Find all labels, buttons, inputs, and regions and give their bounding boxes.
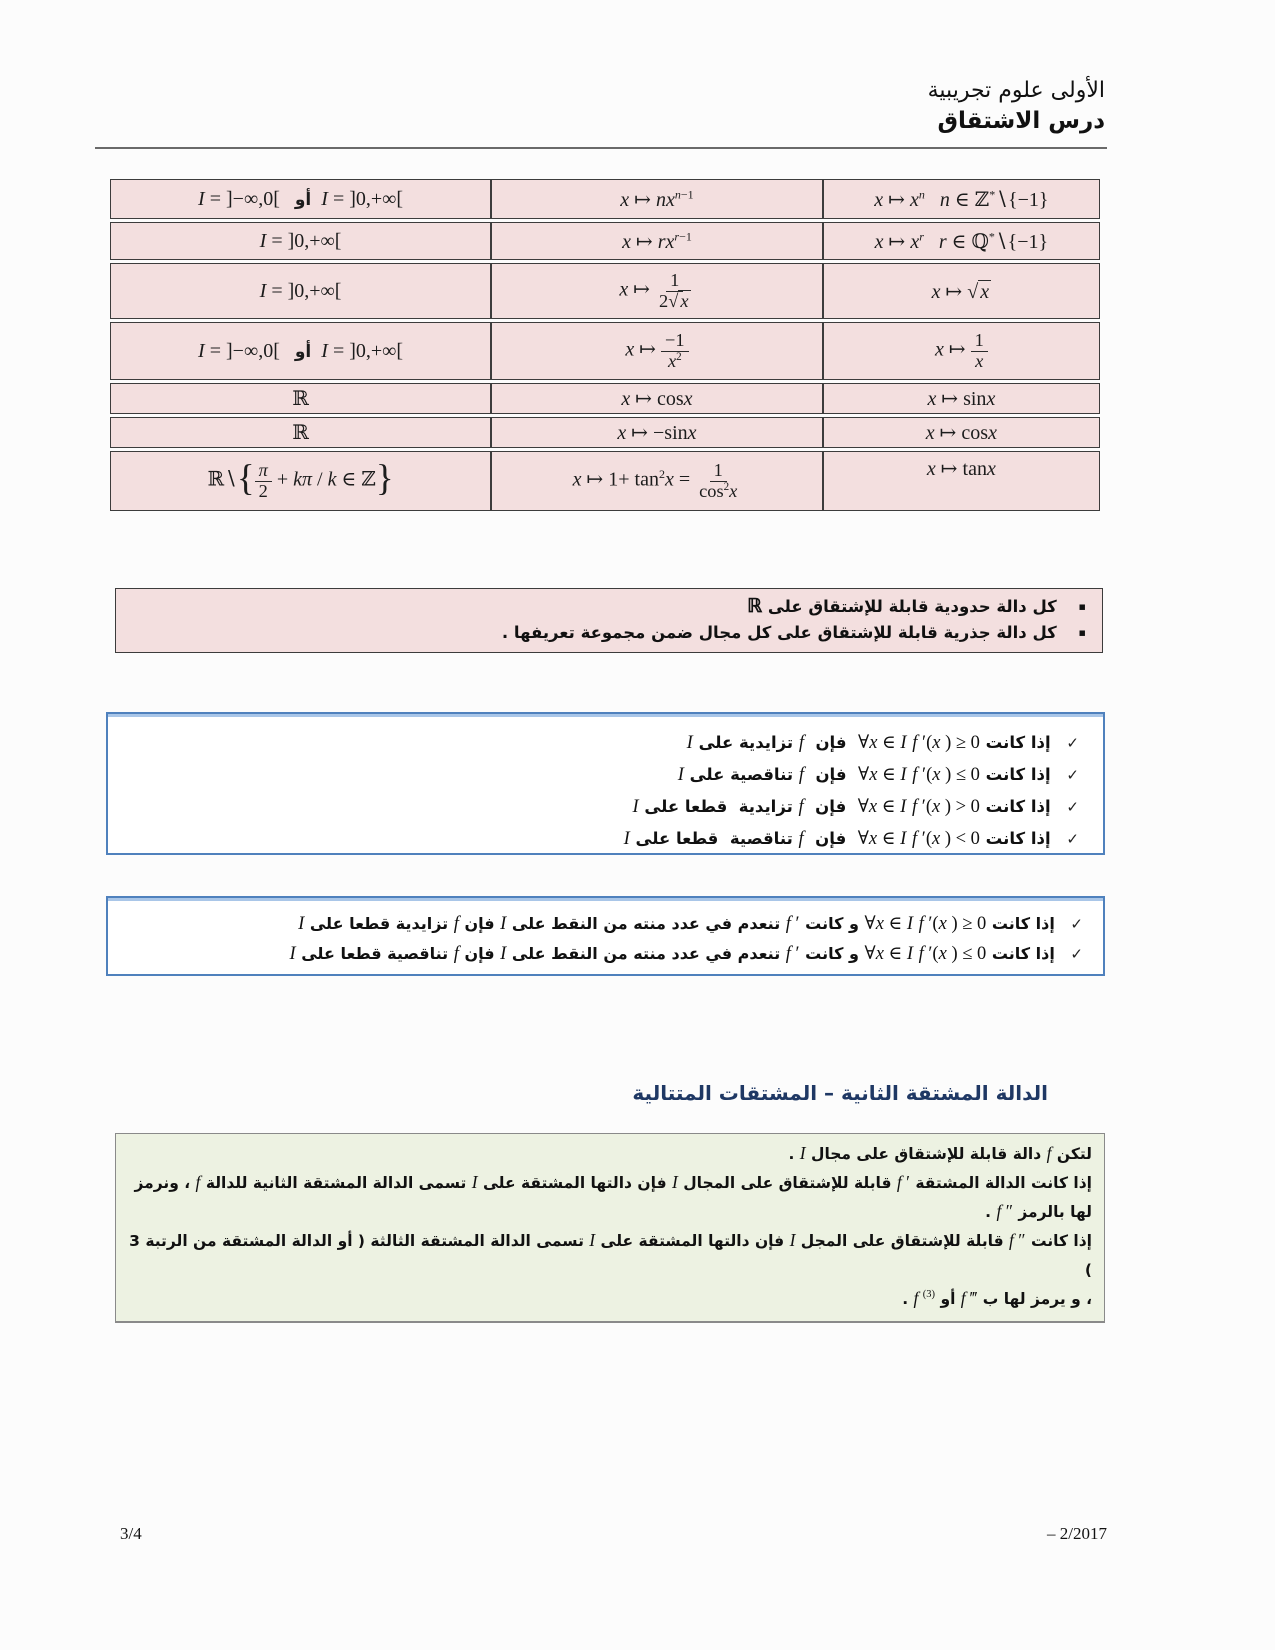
function-cell: x ↦ $\frac{1}{x}$ [823,322,1100,380]
function-cell: x ↦ tanx [823,451,1100,511]
check-icon: ✓ [1070,945,1083,963]
rule-text: إذا كانت f ′(x ) > 0 ∀x ∈ I فإن f تزايدية قطعا على I [632,797,1051,817]
derivative-cell: x ↦ $nx^{n-1}$ [491,179,823,219]
function-cell: x ↦ $x^r$ r ∈ ℚ*∖{−1} [823,222,1100,260]
derivative-cell: x ↦ $rx^{r-1}$ [491,222,823,260]
rule-line [128,909,1083,939]
definition-line: ، و يرمز لها ب f ‴ أو f $^{(3)}$ . [902,1288,1092,1308]
square-bullet-icon: ▪ [1078,626,1086,639]
table-row [110,417,1100,448]
definition-line: إذا كانت f ″ قابلة للإشتقاق على المجل I فإن دالتها المشتقة على I تسمى الدالة المشتقة الثالثة ( أو الدالة المشتقة من الرتبة 3 ) [129,1230,1092,1279]
rule-text: إذا كانت f ′(x ) ≤ 0 ∀x ∈ I فإن f تناقصية على I [677,765,1051,785]
page-number: 3/4 [120,1524,142,1543]
table-row [110,383,1100,414]
interval-cell: ℝ∖{ $\frac{\pi}{2}$ + kπ / k ∈ ℤ} [110,451,491,511]
function-cell: x ↦ $x^n$ n ∈ ℤ*∖{−1} [823,179,1100,219]
derivative-cell: x ↦ −sinx [491,417,823,448]
interval-cell: ℝ [110,417,491,448]
rule-line [132,727,1079,759]
rule-line [132,823,1079,855]
page-header [928,76,1105,136]
note-bullet-item [132,594,1086,620]
rule-text: إذا كانت f ′(x ) ≥ 0 ∀x ∈ I و كانت f ′ تنعدم في عدد منته من النقط على I فإن f تزايدية قطعا على I [298,914,1055,934]
interval-cell: I = ]0,+∞[ [110,263,491,319]
check-icon: ✓ [1066,830,1079,848]
table-row [110,263,1100,319]
footer-date: – 2/2017 [1047,1524,1107,1543]
rule-line [128,939,1083,969]
interval-cell: I = ]−∞,0[ أو I = ]0,+∞[ [110,322,491,380]
header-divider [95,147,1107,149]
derivative-cell: x ↦ $\frac{1}{2√ x}$ [491,263,823,319]
definition-box [115,1133,1105,1323]
rule-line [132,791,1079,823]
function-cell: x ↦ sinx [823,383,1100,414]
check-icon: ✓ [1066,798,1079,816]
note-bullet-text: كل دالة جذرية قابلة للإشتقاق على كل مجال ضمن مجموعة تعريفها . [501,623,1057,642]
square-bullet-icon: ▪ [1078,600,1086,613]
rule-text: إذا كانت f ′(x ) ≤ 0 ∀x ∈ I و كانت f ′ تنعدم في عدد منته من النقط على I فإن f تناقصية قطعا على I [289,944,1055,964]
note-bullet-text: كل دالة حدودية قابلة للإشتقاق على ℝ [747,596,1057,617]
lesson-title: درس الاشتقاق [937,108,1105,134]
interval-cell: I = ]0,+∞[ [110,222,491,260]
definition-line: لتكن f دالة قابلة للإشتقاق على مجال I . [788,1143,1092,1163]
derivative-cell: x ↦ $1+ \tan^2x$ = $\frac{1}{\cos^2x}$ [491,451,823,511]
table-row [110,322,1100,380]
rule-line [132,759,1079,791]
grade-level-text: الأولى علوم تجريبية [927,78,1105,103]
derivatives-table [110,176,1100,514]
rule-text: إذا كانت f ′(x ) ≥ 0 ∀x ∈ I فإن f تزايدية على I [686,733,1051,753]
strict-monotonicity-rules-box [106,896,1105,976]
section-heading: الدالة المشتقة الثانية – المشتقات المتتالية [632,1081,1048,1105]
function-cell: x ↦ √ x [823,263,1100,319]
interval-cell: I = ]−∞,0[ أو I = ]0,+∞[ [110,179,491,219]
definition-line: لها بالرمز f ″ . [985,1201,1092,1221]
definition-line: إذا كانت الدالة المشتقة f ′ قابلة للإشتقاق على المجال I فإن دالتها المشتقة على I تسمى الدالة المشتقة الثانية للدالة f ، ونرمز [134,1172,1092,1192]
interval-cell: ℝ [110,383,491,414]
check-icon: ✓ [1066,734,1079,752]
check-icon: ✓ [1070,915,1083,933]
function-cell: x ↦ cosx [823,417,1100,448]
derivative-cell: x ↦ $\frac{-1}{x^2}$ [491,322,823,380]
differentiability-note-box [115,588,1103,653]
table-row [110,451,1100,511]
derivative-cell: x ↦ cosx [491,383,823,414]
note-bullet-item [132,620,1086,646]
monotonicity-rules-box [106,712,1105,855]
table-row [110,222,1100,260]
check-icon: ✓ [1066,766,1079,784]
table-row [110,179,1100,219]
page-footer [95,1524,1107,1544]
rule-text: إذا كانت f ′(x ) < 0 ∀x ∈ I فإن f تناقصية قطعا على I [623,829,1051,849]
